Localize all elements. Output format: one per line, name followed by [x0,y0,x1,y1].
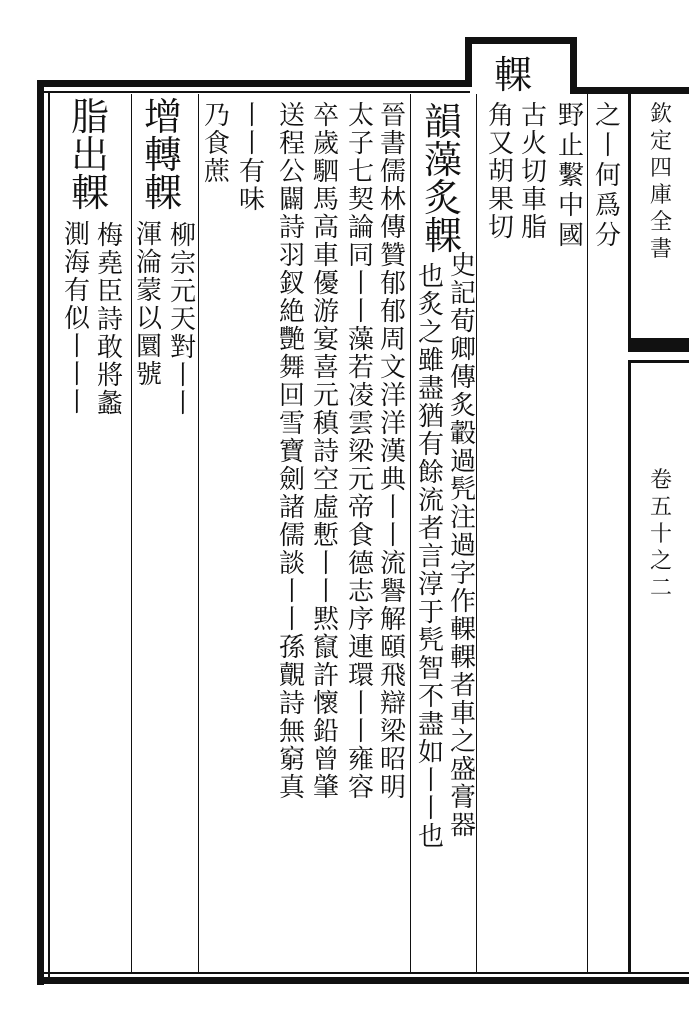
frame-top-rule [37,80,470,87]
annotation-text: 渾 淪 蒙 以 圜 號 [136,220,163,390]
headword: 增 轉 輠 [143,95,182,215]
margin-title [641,104,681,266]
annotation-text: 梅 堯 臣 詩 敢 將 蠡 [97,221,124,419]
margin-fishtail-line [628,360,689,363]
frame-top-rule-inner [37,91,470,93]
text-column [486,103,516,243]
annotation-text: 也 炙 之 雖 盡 猶 有 餘 流 者 言 淳 于 髠 智 不 盡 如 丨 丨 也 [418,262,445,852]
headword: 韻 藻 炙 輠 [423,100,462,258]
headword-column [490,53,536,97]
frame-top-rule-raised [465,37,577,44]
annotation-text: 太 子 七 契 論 同 丨 丨 藻 若 凌 雲 梁 元 帝 食 德 志 序 連 環 丨 丨 雍 容 [347,101,374,803]
frame-left-rule [37,80,44,985]
margin-strip-left-line [628,94,631,342]
col-divider [476,94,477,972]
text-column [592,103,624,253]
margin-fishtail-block [628,338,689,352]
frame-raised-right [570,37,577,94]
margin-lower-line [628,363,631,973]
annotation-text: 卒 歲 駟 馬 高 車 優 游 宴 喜 元 稹 詩 空 虛 慙 丨 丨 黙 竄 許 懷 鉛 曾 肇 [312,101,339,803]
text-column [64,222,90,418]
margin-volume [641,470,681,605]
text-column [378,103,408,803]
col-divider [410,94,411,972]
annotation-text: 測 海 有 似 丨 丨 丨 [64,220,91,418]
annotation-text: 送 程 公 闢 詩 羽 釵 絶 艷 舞 回 雪 寶 劍 諸 儒 談 丨 丨 孫 覿 詩 無 窮 真 [278,101,305,803]
annotation-text: 之 丨 何 爲 分 [594,101,621,251]
col-divider [198,94,199,972]
text-column [311,103,341,803]
margin-text: 欽 定 四 庫 全 書 [649,102,672,262]
margin-text: 卷 五 十 之 二 [649,468,672,601]
annotation-text: 角 又 胡 果 切 [487,101,514,243]
text-column [419,264,443,852]
annotation-text: 史 記 荀 卿 傳 炙 轂 過 髠 注 過 字 作 輠 輠 者 車 之 盛 膏 器 [450,251,477,841]
annotation-text: 柳 宗 元 天 對 丨 丨 [170,221,197,419]
text-column [202,103,232,187]
text-column [346,103,376,803]
text-column [555,103,587,253]
annotation-text: 晉 書 儒 林 傳 贊 郁 郁 周 文 洋 洋 漢 典 丨 丨 流 譽 解 頤 飛 辯 梁 昭 明 [379,101,406,803]
frame-step-vertical [465,37,472,87]
text-column [519,103,549,243]
frame-bottom-rule [37,977,689,984]
text-column [277,103,307,803]
annotation-text: 野 止 繫 中 國 [557,101,584,251]
frame-top-rule-right [570,87,689,94]
annotation-text: 古 火 切 車 脂 [520,101,547,243]
col-divider [131,94,132,972]
text-column [237,103,267,215]
text-column [136,222,162,390]
annotation-text: 乃 食 蔗 [203,101,230,187]
headword: 輠 [493,53,532,97]
frame-bottom-rule-inner [44,972,689,974]
col-divider [587,94,588,972]
annotation-text: 丨 丨 有 味 [238,101,265,215]
headword: 脂 出 輠 [70,95,109,215]
frame-left-rule-inner [48,91,50,979]
